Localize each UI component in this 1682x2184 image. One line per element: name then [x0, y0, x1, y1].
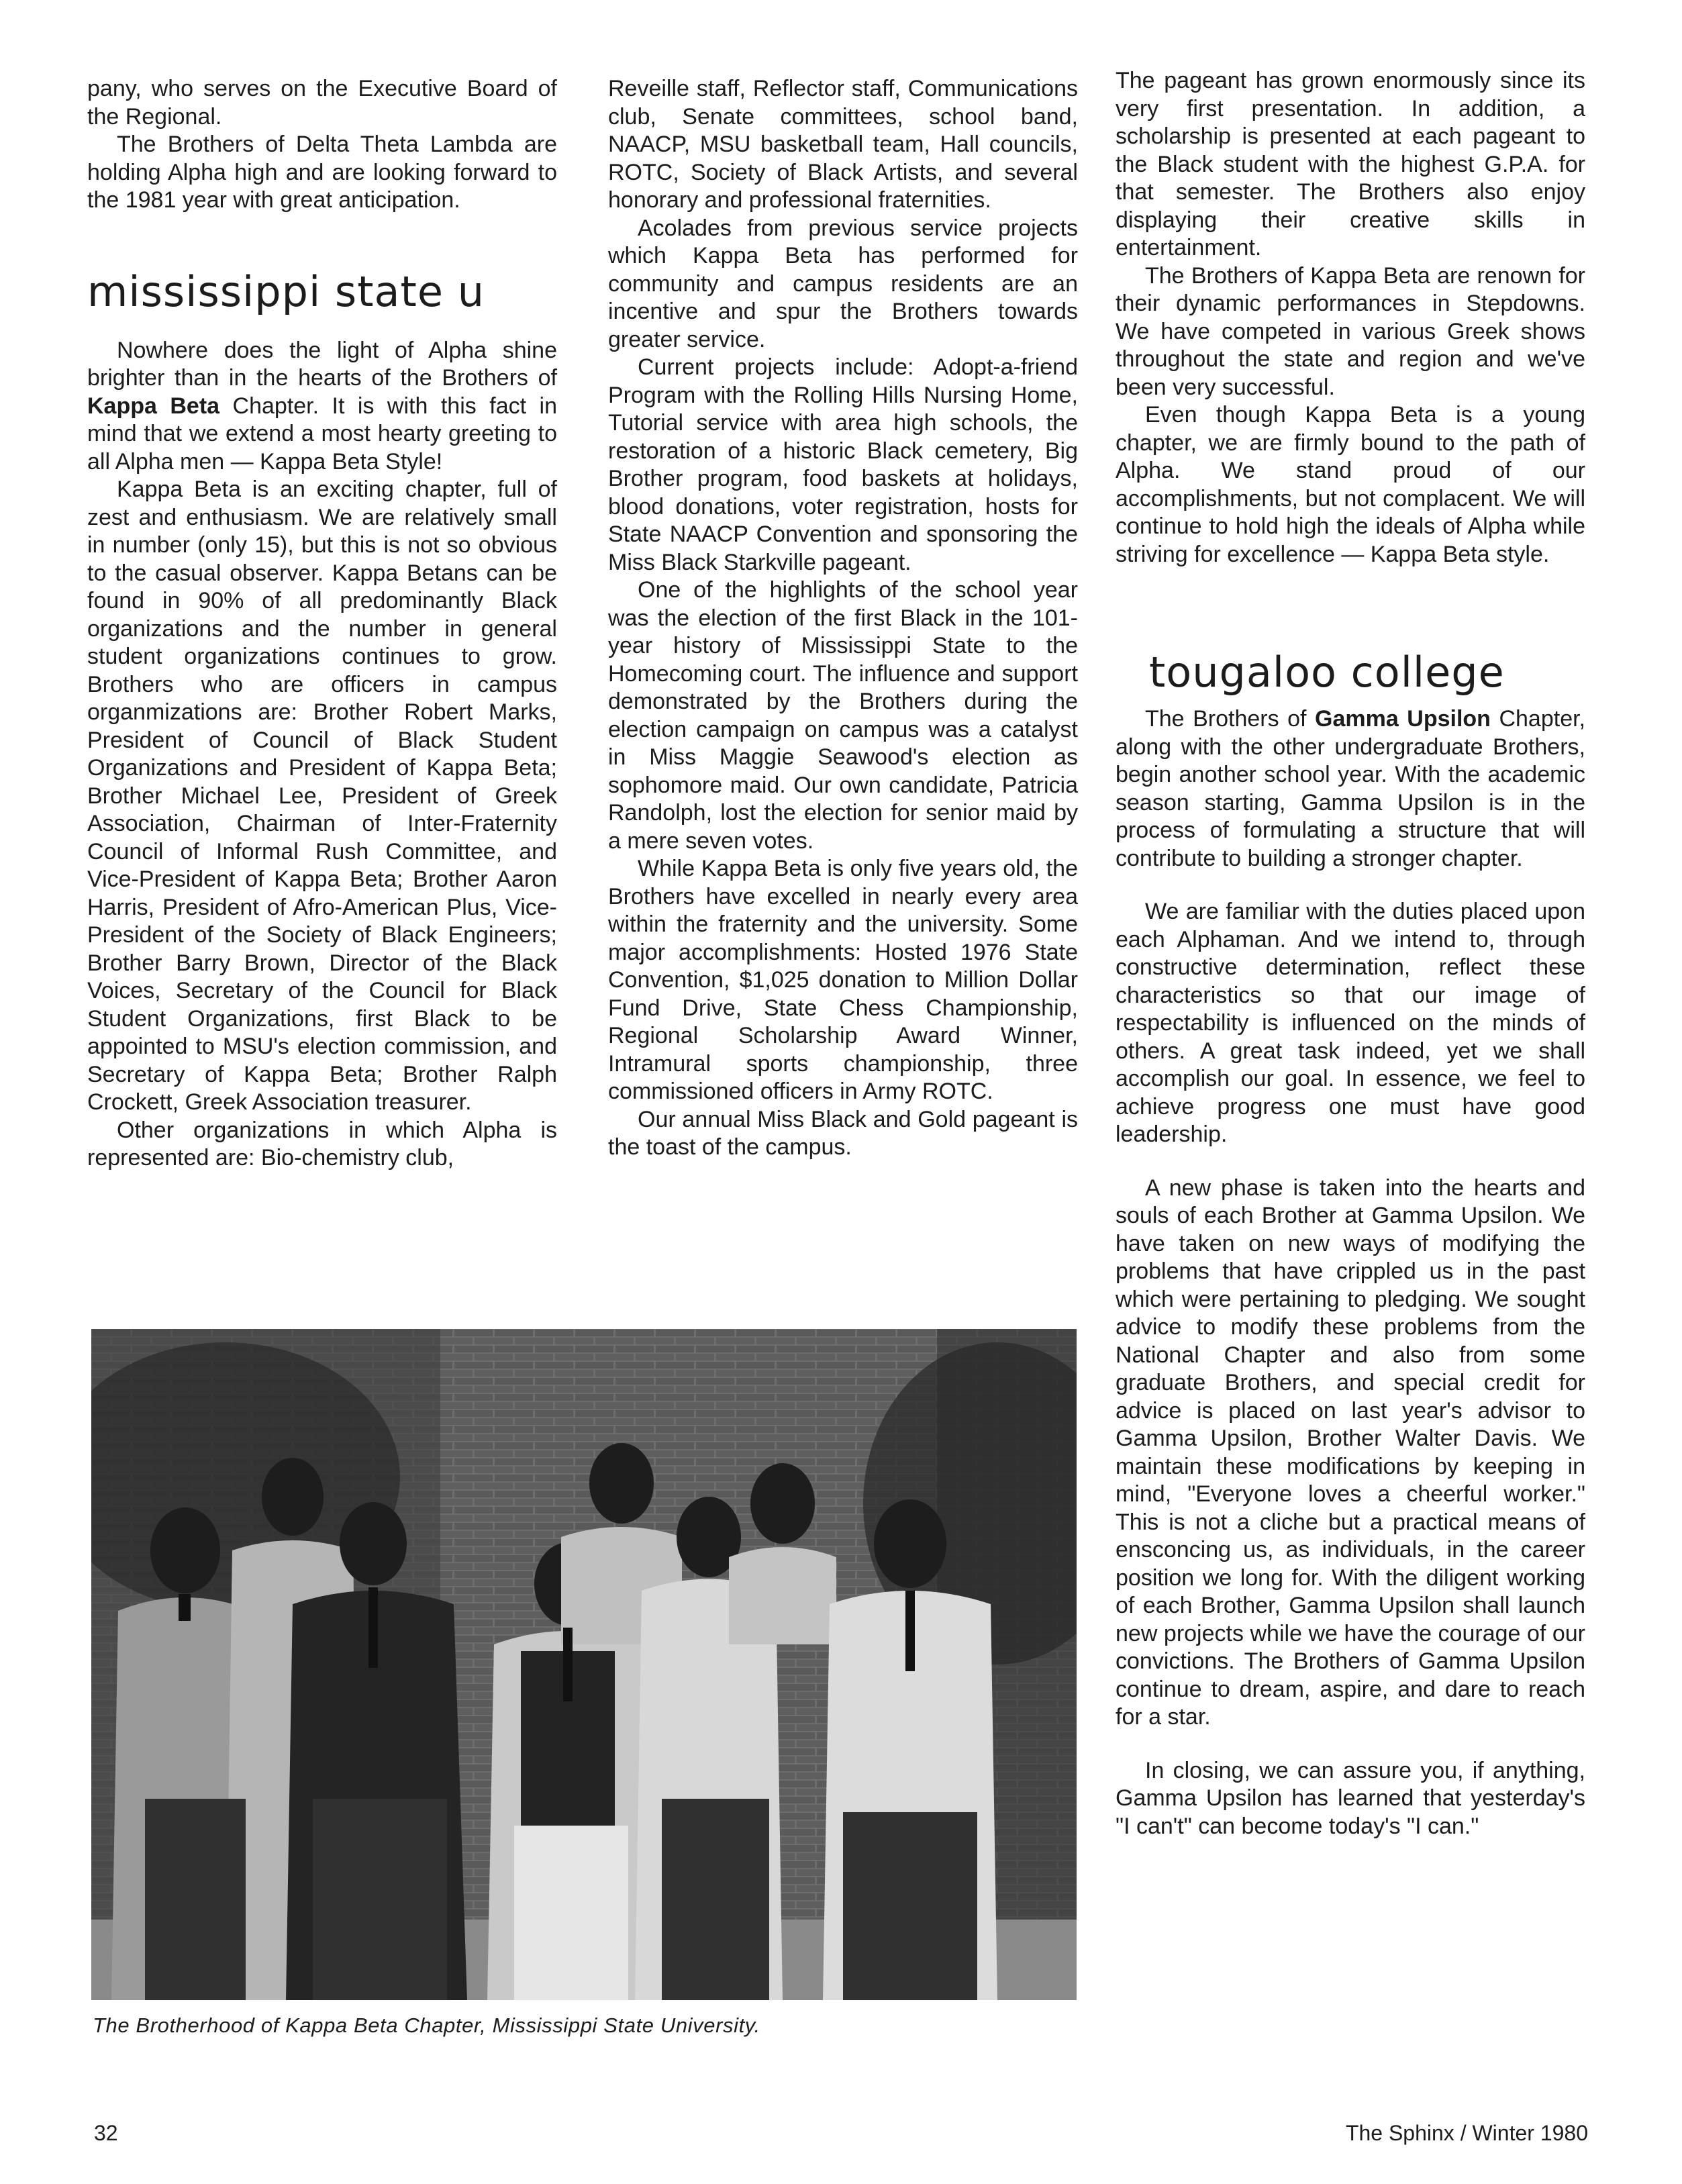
- paragraph: Acolades from previous service projects which Kappa Beta has performed for community and campus residents are an incentive and spur the Brothers towards greater service.: [608, 215, 1078, 352]
- paragraph: Kappa Beta is an exciting chapter, full of zest and enthusiasm. We are relatively small in number (only 15), but this is not so obvious to the casual observer. Kappa Betans can be found in 90% of all predominantly Black organizations and the number in general student organizations continues to grow. Brothers who are officers in campus organmizations are: Brother Robert Marks, President of Council of Black Student Organizations and President of Kappa Beta; Brother Michael Lee, President of Greek Association, Chairman of Inter-Fraternity Council of Informal Rush Committee, and Vice-President of Kappa Beta; Brother Aaron Harris, President of Afro-American Plus, Vice-President of the Society of Black Engineers; Brother Barry Brown, Director of the Black Voices, Secretary of the Council for Black Student Organizations, first Black to be appointed to MSU's election commission, and Secretary of Kappa Beta; Brother Ralph Crockett, Greek Association treasurer.: [87, 477, 557, 1115]
- section-heading-tougaloo-college: tougaloo college: [1149, 648, 1505, 697]
- publication-footer: The Sphinx / Winter 1980: [1345, 2121, 1588, 2145]
- group-photo: [91, 1329, 1077, 2000]
- paragraph: Our annual Miss Black and Gold pageant is the toast of the campus.: [608, 1106, 1078, 1160]
- chapter-name: Gamma Upsilon: [1315, 706, 1491, 732]
- paragraph: One of the highlights of the school year was the election of the first Black in the 101-year history of Mississippi State to the Homecoming court. The influence and support demonstrated by the Brothers during the election campaign on campus was a catalyst in Miss Maggie Seawood's election as sophomore maid. Our own candidate, Patricia Randolph, lost the election for senior maid by a mere seven votes.: [608, 577, 1078, 854]
- paragraph: A new phase is taken into the hearts and souls of each Brother at Gamma Upsilon. We have taken on new ways of modifying the problems that have crippled us in the past which were pertaining to pledging. We sought advice to modify these problems from the National Chapter and also from some graduate Brothers, and special credit for advice is placed on last year's advisor to Gamma Upsilon, Brother Walter Davis. We maintain these modifications by keeping in mind, "Everyone loves a cheerful worker." This is not a cliche but a practical means of ensconcing us, as individuals, in the career position we long for. With the diligent working of each Brother, Gamma Upsilon shall launch new projects while we have the courage of our convictions. The Brothers of Gamma Upsilon continue to dream, aspire, and dare to reach for a star.: [1116, 1175, 1585, 1730]
- column-middle: [608, 75, 1078, 1162]
- paragraph: Other organizations in which Alpha is represented are: Bio-chemistry club,: [87, 1117, 557, 1171]
- paragraph: The pageant has grown enormously since its very first presentation. In addition, a scholarship is presented at each pageant to the Black student with the highest G.P.A. for that semester. The Brothers also enjoy displaying their creative skills in entertainment.: [1116, 68, 1585, 260]
- column-right: [1116, 67, 1585, 1840]
- paragraph: Nowhere does the light of Alpha shine brighter than in the hearts of the Brothers of Kappa Beta Chapter. It is with this fact in mind that we extend a most hearty greeting to all Alpha men — Kappa Beta Style!: [87, 337, 557, 475]
- group-photo-illustration: [91, 1329, 1077, 2000]
- paragraph: The Brothers of Gamma Upsilon Chapter, along with the other undergraduate Brothers, begin another school year. With the academic season starting, Gamma Upsilon is in the process of formulating a structure that will contribute to building a stronger chapter.: [1116, 706, 1585, 871]
- chapter-name: Kappa Beta: [87, 393, 220, 419]
- photo-caption: The Brotherhood of Kappa Beta Chapter, Mississippi State University.: [93, 2014, 760, 2037]
- paragraph: Reveille staff, Reflector staff, Communications club, Senate committees, school band, NAACP, MSU basketball team, Hall councils, ROTC, Society of Black Artists, and several honorary and professional fraternities.: [608, 76, 1078, 213]
- paragraph: The Brothers of Kappa Beta are renown for their dynamic performances in Stepdowns. We have competed in various Greek shows throughout the state and region and we've been very successful.: [1116, 262, 1585, 400]
- paragraph: Even though Kappa Beta is a young chapter, we are firmly bound to the path of Alpha. We stand proud of our accomplishments, but not complacent. We will continue to hold high the ideals of Alpha while striving for excellence — Kappa Beta style.: [1116, 402, 1585, 567]
- paragraph: Current projects include: Adopt-a-friend Program with the Rolling Hills Nursing Home, Tutorial service with area high schools, the restoration of a historic Black cemetery, Big Brother program, food baskets at holidays, blood donations, voter registration, hosts for State NAACP Convention and sponsoring the Miss Black Starkville pageant.: [608, 354, 1078, 575]
- page-number: 32: [94, 2121, 118, 2145]
- paragraph: We are familiar with the duties placed upon each Alphaman. And we intend to, through constructive determination, reflect these characteristics so that our image of respectability is influenced on the minds of others. A great task indeed, yet we shall accomplish our goal. In essence, we feel to achieve progress one must have good leadership.: [1116, 899, 1585, 1147]
- paragraph: pany, who serves on the Executive Board of the Regional.: [87, 76, 557, 130]
- paragraph: The Brothers of Delta Theta Lambda are holding Alpha high and are looking forward to the 1981 year with great anticipation.: [87, 132, 557, 213]
- column-left: [87, 75, 557, 1173]
- paragraph: In closing, we can assure you, if anything, Gamma Upsilon has learned that yesterday's "I can't" can become today's "I can.": [1116, 1757, 1585, 1839]
- paragraph: While Kappa Beta is only five years old, the Brothers have excelled in nearly every area within the fraternity and the university. Some major accomplishments: Hosted 1976 State Convention, $1,025 donation to Million Dollar Fund Drive, State Chess Championship, Regional Scholarship Award Winner, Intramural sports championship, three commissioned officers in Army ROTC.: [608, 856, 1078, 1104]
- section-heading-mississippi-state: mississippi state u: [87, 266, 485, 316]
